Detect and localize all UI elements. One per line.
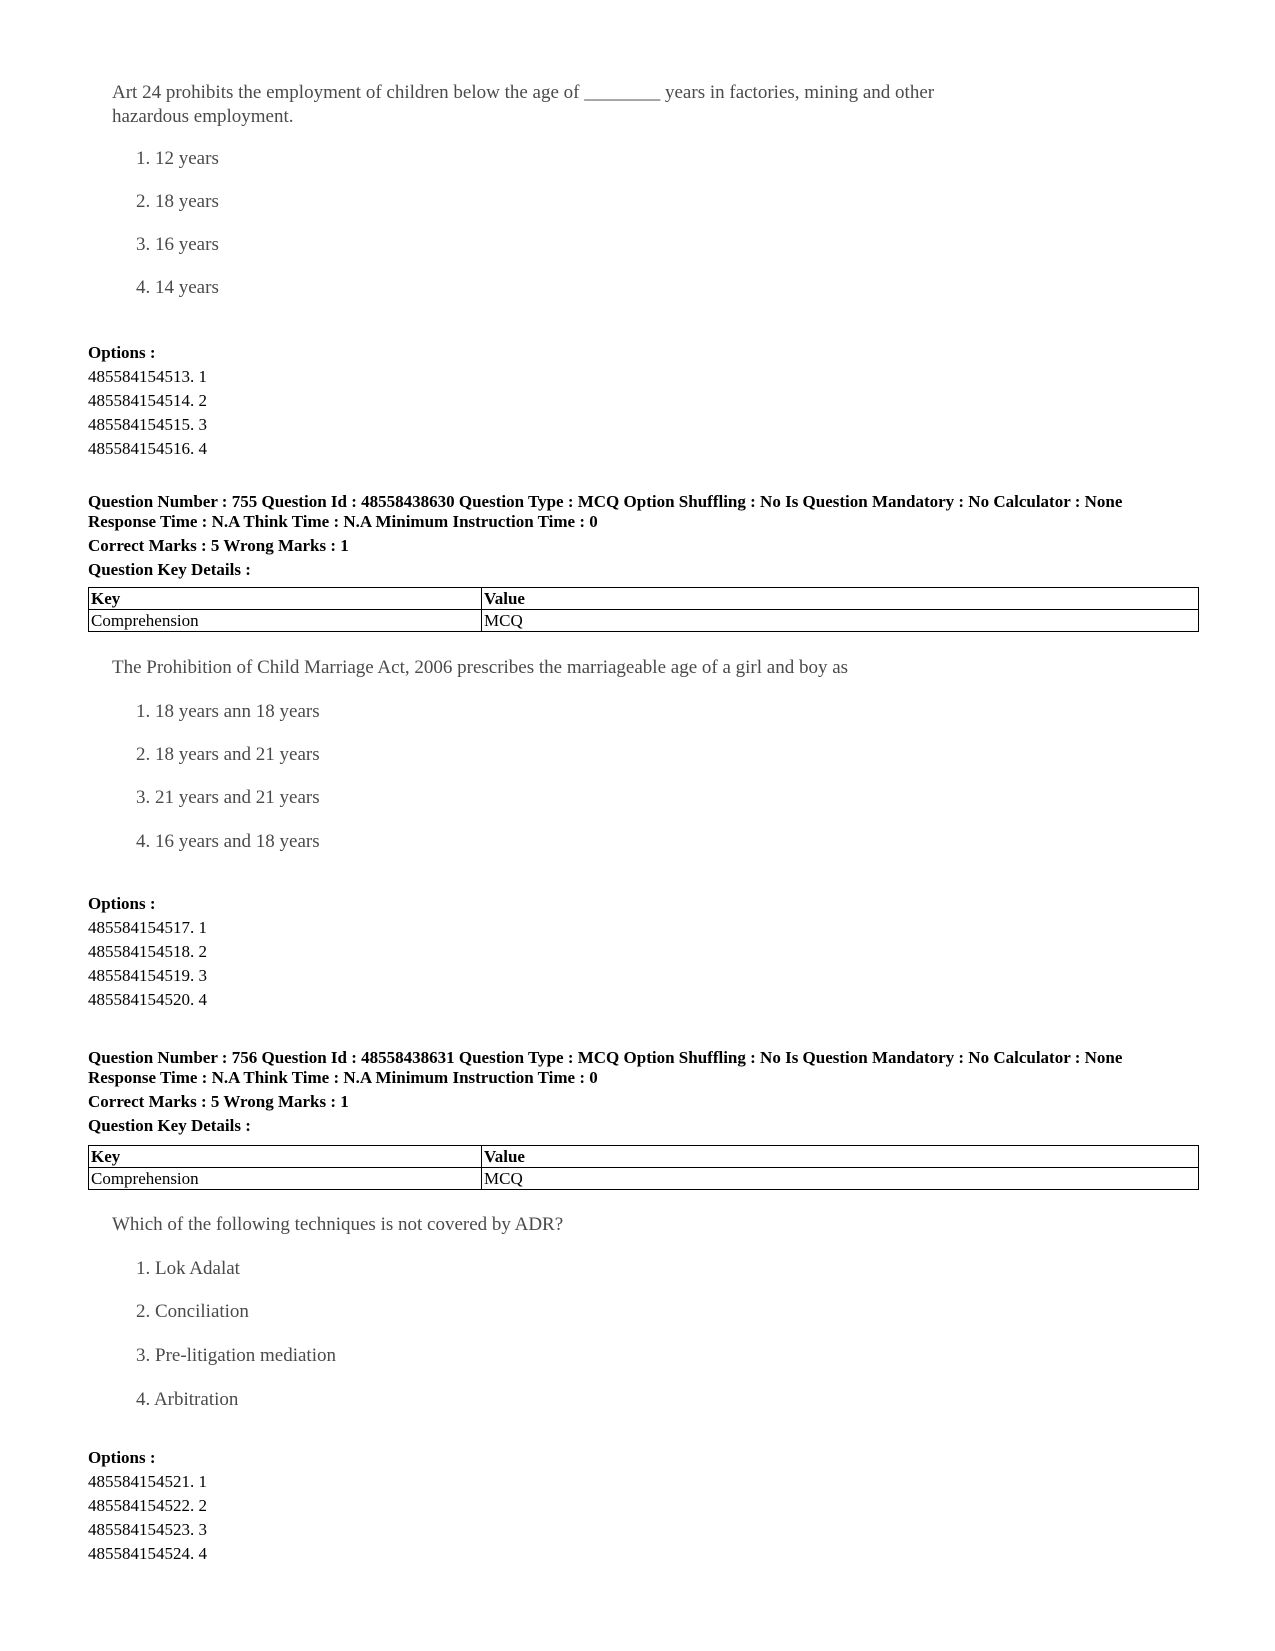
table-header-cell: Value <box>482 1146 1199 1168</box>
question-image <box>112 81 972 298</box>
options-label: Options : <box>88 1448 156 1467</box>
options-list <box>88 1446 207 1566</box>
option-row: 485584154519. 3 <box>88 966 207 985</box>
table-cell: MCQ <box>482 1168 1199 1190</box>
option-row: 485584154518. 2 <box>88 942 207 961</box>
question-meta-line: Question Number : 755 Question Id : 48558438630 Question Type : MCQ Option Shuffling : No Is Question Mandatory : No Calculator : None <box>88 492 1123 511</box>
key-details-label: Question Key Details : <box>88 560 251 579</box>
option-row: 485584154521. 1 <box>88 1472 207 1491</box>
option-row: 485584154514. 2 <box>88 391 207 410</box>
question-image <box>112 656 972 852</box>
option-row: 485584154515. 3 <box>88 415 207 434</box>
table-cell: MCQ <box>482 610 1199 632</box>
choice-1: 1. Lok Adalat <box>136 1258 240 1279</box>
choice-3: 3. 21 years and 21 years <box>136 787 320 808</box>
marks-line: Correct Marks : 5 Wrong Marks : 1 <box>88 536 349 555</box>
options-label: Options : <box>88 343 156 362</box>
choice-3: 3. 16 years <box>136 234 219 255</box>
choice-4: 4. 16 years and 18 years <box>136 831 320 852</box>
choice-1: 1. 18 years ann 18 years <box>136 701 320 722</box>
table-header-cell: Key <box>89 1146 482 1168</box>
option-row: 485584154520. 4 <box>88 990 207 1009</box>
question-stem: Art 24 prohibits the employment of children below the age of ________ years in factories, mining and other hazardous employment. <box>112 82 935 127</box>
table-row <box>89 610 1199 632</box>
table-cell: Comprehension <box>89 1168 482 1190</box>
marks-line: Correct Marks : 5 Wrong Marks : 1 <box>88 1092 349 1111</box>
option-row: 485584154513. 1 <box>88 367 207 386</box>
question-image <box>112 1213 972 1410</box>
options-list <box>88 892 207 1012</box>
choice-4: 4. 14 years <box>136 277 219 298</box>
options-list <box>88 341 207 461</box>
key-details-table <box>88 587 1199 632</box>
option-row: 485584154517. 1 <box>88 918 207 937</box>
question-meta-line: Question Number : 756 Question Id : 48558438631 Question Type : MCQ Option Shuffling : No Is Question Mandatory : No Calculator : None <box>88 1048 1123 1067</box>
question-stem: The Prohibition of Child Marriage Act, 2006 prescribes the marriageable age of a girl and boy as <box>112 657 849 678</box>
question-meta-line: Response Time : N.A Think Time : N.A Minimum Instruction Time : 0 <box>88 512 598 531</box>
table-cell: Comprehension <box>89 610 482 632</box>
table-header-cell: Key <box>89 588 482 610</box>
question-meta <box>88 1048 1198 1136</box>
choice-3: 3. Pre-litigation mediation <box>136 1345 336 1366</box>
choice-2: 2. 18 years and 21 years <box>136 744 320 765</box>
table-row <box>89 1168 1199 1190</box>
table-header-row <box>89 588 1199 610</box>
choice-2: 2. Conciliation <box>136 1301 249 1322</box>
key-details-label: Question Key Details : <box>88 1116 251 1135</box>
option-row: 485584154523. 3 <box>88 1520 207 1539</box>
table-header-cell: Value <box>482 588 1199 610</box>
question-meta <box>88 492 1198 580</box>
question-meta-line: Response Time : N.A Think Time : N.A Minimum Instruction Time : 0 <box>88 1068 598 1087</box>
option-row: 485584154524. 4 <box>88 1544 207 1563</box>
table-header-row <box>89 1146 1199 1168</box>
option-row: 485584154522. 2 <box>88 1496 207 1515</box>
key-details-table <box>88 1145 1199 1190</box>
option-row: 485584154516. 4 <box>88 439 207 458</box>
question-stem: Which of the following techniques is not covered by ADR? <box>112 1214 564 1235</box>
choice-2: 2. 18 years <box>136 191 219 212</box>
choice-1: 1. 12 years <box>136 148 219 169</box>
options-label: Options : <box>88 894 156 913</box>
choice-4: 4. Arbitration <box>136 1389 239 1410</box>
